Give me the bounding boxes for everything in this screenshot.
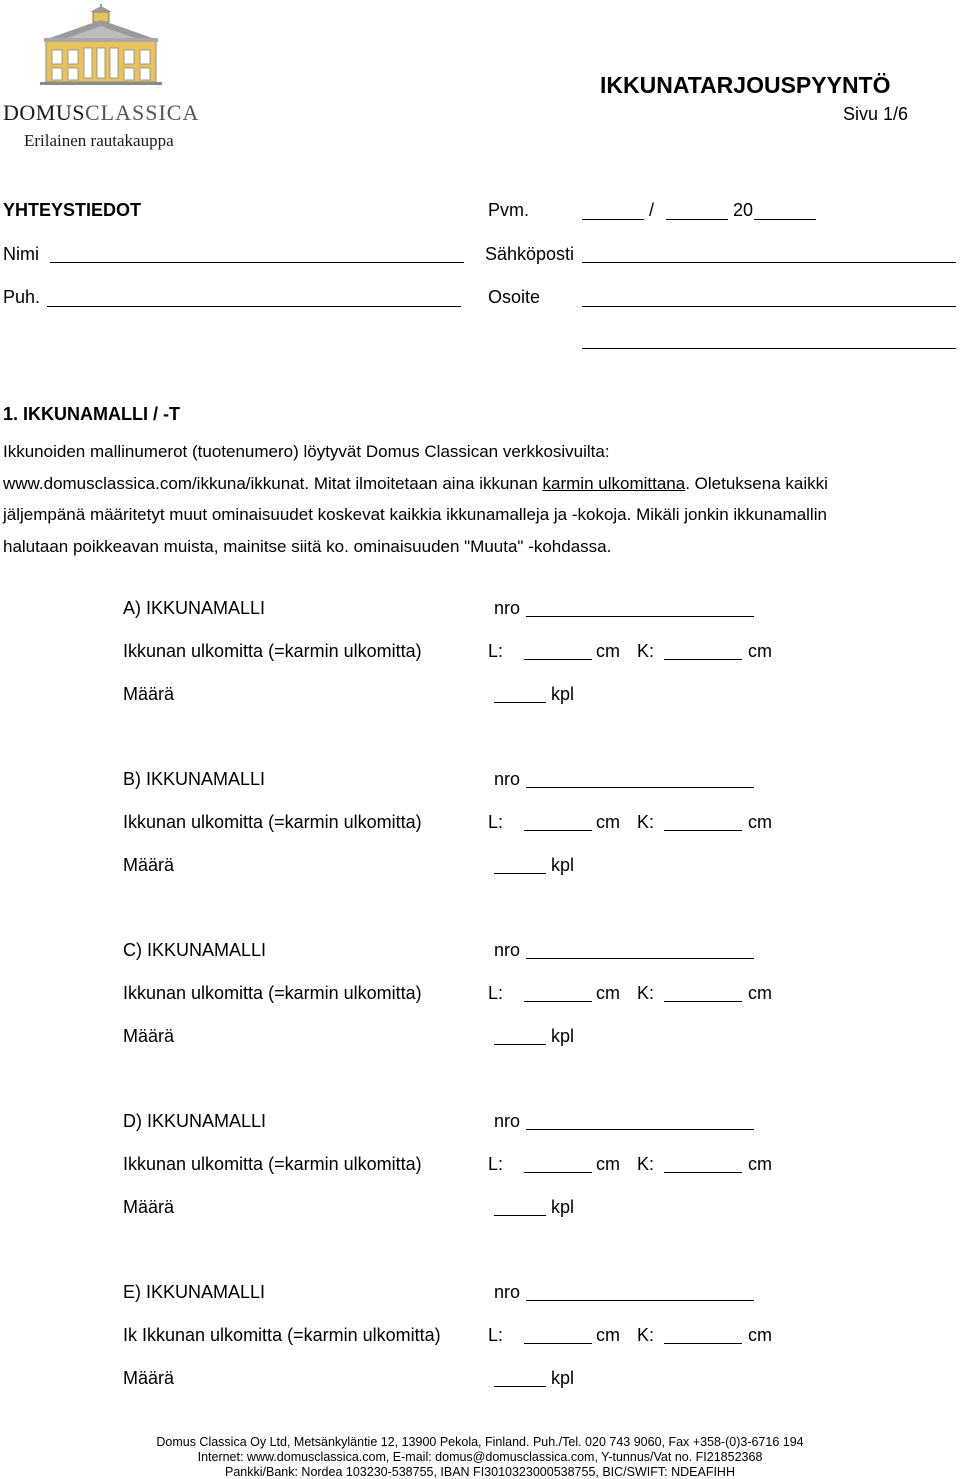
phone-field[interactable] bbox=[47, 306, 461, 307]
width-unit: cm bbox=[596, 812, 620, 832]
height-label: K: bbox=[637, 641, 655, 661]
nro-label: nro bbox=[494, 1282, 521, 1302]
height-unit: cm bbox=[748, 641, 772, 661]
section-intro bbox=[3, 436, 943, 562]
height-field[interactable] bbox=[664, 1172, 742, 1173]
page-title: IKKUNATARJOUSPYYNTÖ bbox=[600, 72, 891, 98]
date-year-field[interactable] bbox=[754, 219, 816, 220]
width-unit: cm bbox=[596, 983, 620, 1003]
phone-label: Puh. bbox=[3, 287, 41, 307]
window-model-number-field[interactable] bbox=[526, 1300, 754, 1301]
footer-line-3: Pankki/Bank: Nordea 103230-538755, IBAN FI3010323000538755, BIC/SWIFT: NDEAFIHH bbox=[224, 1465, 735, 1479]
email-field[interactable] bbox=[582, 262, 956, 263]
window-size-label: Ik Ikkunan ulkomitta (=karmin ulkomitta) bbox=[123, 1325, 441, 1345]
width-field[interactable] bbox=[524, 1001, 592, 1002]
brand-name-bold: DOMUS bbox=[3, 100, 85, 125]
intro-line-4: halutaan poikkeavan muista, mainitse siitä ko. ominaisuuden "Muuta" -kohdassa. bbox=[3, 536, 612, 556]
window-model-number-field[interactable] bbox=[526, 1129, 754, 1130]
section-heading: 1. IKKUNAMALLI / -T bbox=[3, 404, 180, 424]
quantity-unit: kpl bbox=[551, 684, 575, 704]
height-label: K: bbox=[637, 812, 655, 832]
window-size-label: Ikkunan ulkomitta (=karmin ulkomitta) bbox=[123, 641, 422, 661]
nro-label: nro bbox=[494, 1111, 521, 1131]
name-field[interactable] bbox=[50, 262, 464, 263]
contact-heading: YHTEYSTIEDOT bbox=[3, 200, 142, 220]
quantity-unit: kpl bbox=[551, 1197, 575, 1217]
brand-tagline: Erilainen rautakauppa bbox=[24, 131, 174, 150]
height-field[interactable] bbox=[664, 659, 742, 660]
height-label: K: bbox=[637, 1154, 655, 1174]
address-field-1[interactable] bbox=[582, 306, 956, 307]
height-unit: cm bbox=[748, 1154, 772, 1174]
quantity-label: Määrä bbox=[123, 1197, 175, 1217]
height-label: K: bbox=[637, 983, 655, 1003]
width-label: L: bbox=[488, 812, 504, 832]
window-model-label: B) IKKUNAMALLI bbox=[123, 769, 266, 789]
date-slash: / bbox=[649, 200, 655, 220]
page-number: Sivu 1/6 bbox=[842, 104, 908, 124]
width-label: L: bbox=[488, 641, 504, 661]
address-field-2[interactable] bbox=[582, 348, 956, 349]
width-field[interactable] bbox=[524, 1172, 592, 1173]
quantity-field[interactable] bbox=[494, 1386, 546, 1387]
footer-line-2: Internet: www.domusclassica.com, E-mail: domus@domusclassica.com, Y-tunnus/Vat no. FI21852368 bbox=[197, 1450, 763, 1464]
width-unit: cm bbox=[596, 641, 620, 661]
height-unit: cm bbox=[748, 812, 772, 832]
quantity-unit: kpl bbox=[551, 855, 575, 875]
intro-line-1: Ikkunoiden mallinumerot (tuotenumero) löytyvät Domus Classican verkkosivuilta: bbox=[3, 442, 610, 461]
quantity-field[interactable] bbox=[494, 1044, 546, 1045]
nro-label: nro bbox=[494, 940, 521, 960]
window-model-number-field[interactable] bbox=[526, 616, 754, 617]
window-model-label: A) IKKUNAMALLI bbox=[123, 598, 266, 618]
window-model-number-field[interactable] bbox=[526, 787, 754, 788]
intro-line-2c: . Oletuksena kaikki bbox=[685, 473, 828, 493]
intro-line-2a: www.domusclassica.com/ikkuna/ikkunat. Mitat ilmoitetaan aina ikkunan bbox=[3, 473, 543, 493]
width-unit: cm bbox=[596, 1154, 620, 1174]
brand-name bbox=[3, 100, 199, 126]
height-unit: cm bbox=[748, 983, 772, 1003]
building-icon bbox=[0, 0, 215, 100]
quantity-field[interactable] bbox=[494, 702, 546, 703]
height-field[interactable] bbox=[664, 1001, 742, 1002]
quantity-unit: kpl bbox=[551, 1026, 575, 1046]
width-field[interactable] bbox=[524, 830, 592, 831]
domus-classica-logo bbox=[0, 0, 215, 160]
window-size-label: Ikkunan ulkomitta (=karmin ulkomitta) bbox=[123, 983, 422, 1003]
date-day-field[interactable] bbox=[582, 219, 644, 220]
nro-label: nro bbox=[494, 769, 521, 789]
name-label: Nimi bbox=[3, 244, 39, 264]
width-field[interactable] bbox=[524, 659, 592, 660]
intro-line-2 bbox=[3, 468, 943, 500]
brand-name-light: CLASSICA bbox=[84, 100, 200, 125]
date-month-field[interactable] bbox=[666, 219, 728, 220]
window-model-label: D) IKKUNAMALLI bbox=[123, 1111, 267, 1131]
intro-underlined: karmin ulkomittana bbox=[542, 473, 686, 493]
height-field[interactable] bbox=[664, 1343, 742, 1344]
window-model-number-field[interactable] bbox=[526, 958, 754, 959]
width-label: L: bbox=[488, 1154, 504, 1174]
date-year-prefix: 20 bbox=[733, 200, 754, 220]
email-label: Sähköposti bbox=[485, 244, 575, 264]
nro-label: nro bbox=[494, 598, 521, 618]
width-label: L: bbox=[488, 1325, 504, 1345]
width-label: L: bbox=[488, 983, 504, 1003]
width-field[interactable] bbox=[524, 1343, 592, 1344]
quantity-unit: kpl bbox=[551, 1368, 575, 1388]
window-size-label: Ikkunan ulkomitta (=karmin ulkomitta) bbox=[123, 1154, 422, 1174]
quantity-field[interactable] bbox=[494, 873, 546, 874]
window-model-label: E) IKKUNAMALLI bbox=[123, 1282, 266, 1302]
width-unit: cm bbox=[596, 1325, 620, 1345]
height-field[interactable] bbox=[664, 830, 742, 831]
height-label: K: bbox=[637, 1325, 655, 1345]
address-label: Osoite bbox=[488, 287, 541, 307]
quantity-label: Määrä bbox=[123, 855, 175, 875]
height-unit: cm bbox=[748, 1325, 772, 1345]
window-model-label: C) IKKUNAMALLI bbox=[123, 940, 267, 960]
intro-line-3: jäljempänä määritetyt muut ominaisuudet koskevat kaikkia ikkunamalleja ja -kokoja. Mikäli jonkin ikkunamallin bbox=[3, 505, 827, 524]
quantity-field[interactable] bbox=[494, 1215, 546, 1216]
date-label: Pvm. bbox=[488, 200, 530, 220]
quantity-label: Määrä bbox=[123, 1026, 175, 1046]
quantity-label: Määrä bbox=[123, 1368, 175, 1388]
window-size-label: Ikkunan ulkomitta (=karmin ulkomitta) bbox=[123, 812, 422, 832]
quantity-label: Määrä bbox=[123, 684, 175, 704]
footer-line-1: Domus Classica Oy Ltd, Metsänkyläntie 12, 13900 Pekola, Finland. Puh./Tel. 020 743 9060, Fax +358-(0)3-6716 194 bbox=[156, 1435, 804, 1449]
